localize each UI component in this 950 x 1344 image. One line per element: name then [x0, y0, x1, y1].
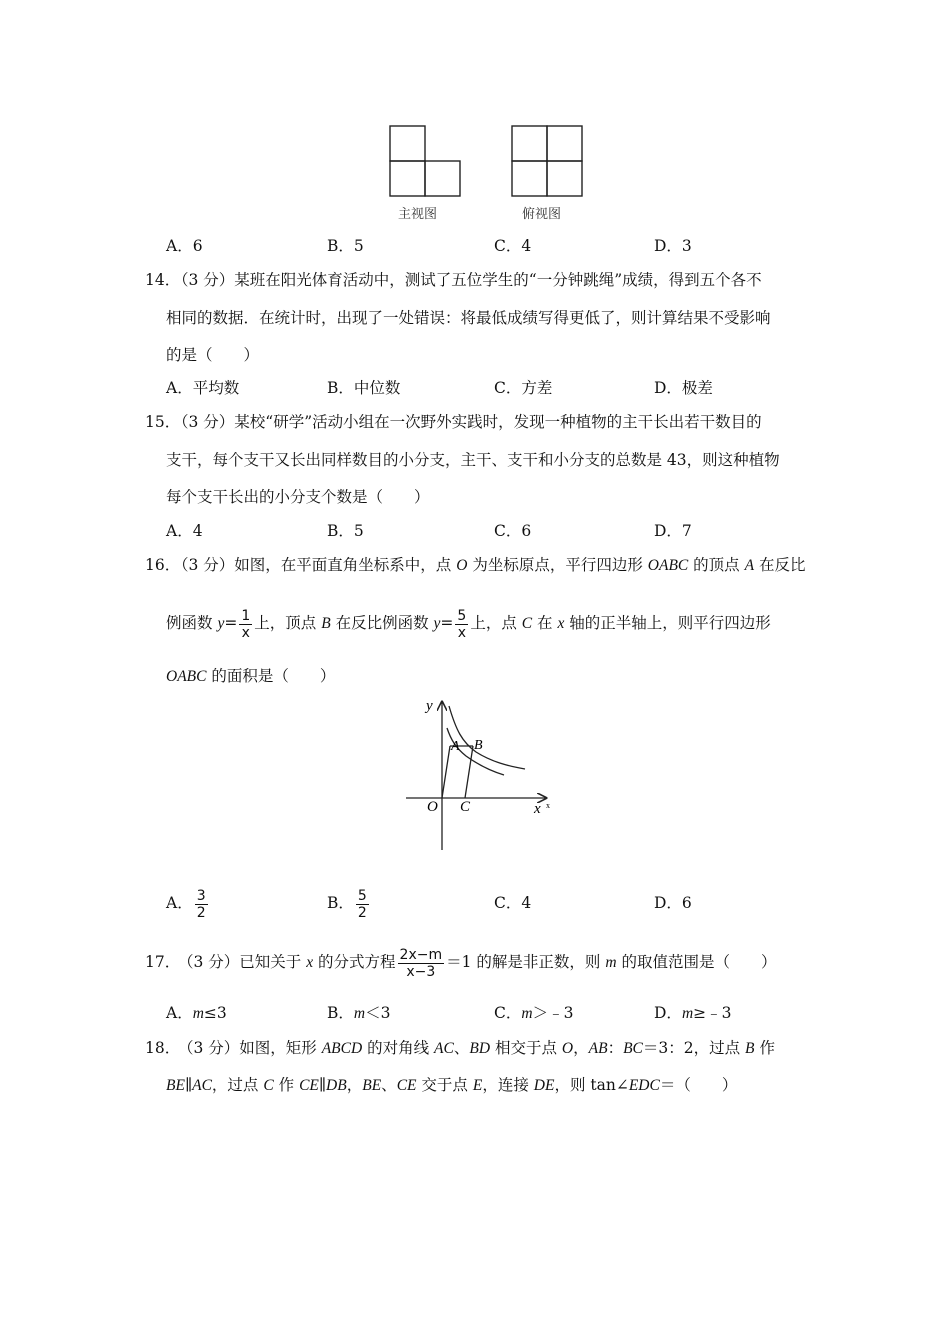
- label-c: C: [460, 799, 471, 815]
- q16-option-a[interactable]: A． $\frac{3}{2}$: [166, 887, 206, 921]
- q16-text-line-2: 例函数 y= $\frac{1}{x}$ 上，顶点 B 在反比例函数 y= $\frac{5}{x}$ 上，点 C 在 x 轴的正半轴上，则平行四边形: [166, 607, 771, 641]
- q18-text-line-2: BE∥AC，过点 C 作 CE∥DB，BE、CE 交于点 E，连接 DE，则 tan∠EDC＝（ ）: [166, 1076, 738, 1094]
- q18-number: 18．: [145, 1039, 181, 1057]
- q13-option-c[interactable]: C．4: [494, 237, 532, 255]
- q15-text-line-2: 支干，每个支干又长出同样数目的小分支，主干、支干和小分支的总数是 43，则这种植物: [166, 451, 780, 469]
- label-y: y: [426, 698, 433, 714]
- label-x: x: [534, 801, 541, 817]
- q14-option-b[interactable]: B．中位数: [327, 379, 401, 397]
- label-o: O: [427, 799, 438, 815]
- fraction-5-over-2: $\frac{5}{2}$: [357, 887, 367, 921]
- q14-text-line-2: 相同的数据．在统计时，出现了一处错误：将最低成绩写得更低了，则计算结果不受影响: [166, 309, 771, 327]
- q15-number: 15．: [145, 413, 181, 431]
- q13-option-b[interactable]: B．5: [327, 237, 364, 255]
- label-x-sub: x: [546, 801, 550, 810]
- q17-text-line: （3 分）已知关于 x 的分式方程 $\frac{2x-m}{x-3}$ ＝1 的解是非正数，则 m 的取值范围是（ ）: [178, 946, 777, 980]
- q17-option-b[interactable]: B．m＜3: [327, 1004, 391, 1022]
- q14-text-line-3: 的是（ ）: [166, 346, 260, 364]
- q16-option-b[interactable]: B． $\frac{5}{2}$: [327, 887, 367, 921]
- q16-text-line-3: OABC 的面积是（ ）: [166, 667, 336, 685]
- q16-number: 16．: [145, 556, 181, 574]
- q16-option-c[interactable]: C．4: [494, 894, 532, 912]
- front-view-label: 主视图: [398, 207, 438, 222]
- q16-text-line-1: （3 分）如图，在平面直角坐标系中，点 O 为坐标原点，平行四边形 OABC 的顶点 A 在反比: [173, 556, 806, 574]
- q16-coordinate-figure: [400, 694, 560, 854]
- q17-option-c[interactable]: C．m＞﹣3: [494, 1004, 574, 1022]
- fraction-5-over-x: $\frac{5}{x}$: [457, 607, 467, 641]
- q17-option-a[interactable]: A．m≤3: [166, 1004, 227, 1022]
- q13-option-d[interactable]: D．3: [654, 237, 692, 255]
- q15-text-line-1: （3 分）某校“研学”活动小组在一次野外实践时，发现一种植物的主干长出若干数目的: [173, 413, 762, 431]
- q15-option-d[interactable]: D．7: [654, 522, 692, 540]
- curve-y-5-over-x: [449, 706, 525, 769]
- q18-text-line-1: （3 分）如图，矩形 ABCD 的对角线 AC、BD 相交于点 O，AB：BC＝3：2，过点 B 作: [178, 1039, 775, 1057]
- fraction-2x-m-over-x-3: $\frac{2x-m}{x-3}$: [399, 946, 443, 980]
- q17-number: 17．: [145, 953, 181, 971]
- q14-option-c[interactable]: C．方差: [494, 379, 553, 397]
- q14-number: 14．: [145, 271, 181, 289]
- q14-option-d[interactable]: D．极差: [654, 379, 713, 397]
- q15-option-a[interactable]: A．4: [166, 522, 203, 540]
- fraction-3-over-2: $\frac{3}{2}$: [196, 887, 206, 921]
- q15-option-b[interactable]: B．5: [327, 522, 364, 540]
- q15-option-c[interactable]: C．6: [494, 522, 532, 540]
- label-a: A: [451, 739, 460, 754]
- q16-option-d[interactable]: D．6: [654, 894, 692, 912]
- label-b: B: [474, 738, 483, 753]
- top-view: [512, 126, 582, 196]
- front-view: [390, 126, 460, 196]
- q15-text-line-3: 每个支干长出的小分支个数是（ ）: [166, 488, 430, 506]
- top-view-label: 俯视图: [522, 207, 562, 222]
- q17-option-d[interactable]: D．m≥﹣3: [654, 1004, 732, 1022]
- q14-text-line-1: （3 分）某班在阳光体育活动中，测试了五位学生的“一分钟跳绳”成绩，得到五个各不: [173, 271, 762, 289]
- fraction-1-over-x: $\frac{1}{x}$: [241, 607, 251, 641]
- q14-option-a[interactable]: A．平均数: [166, 379, 240, 397]
- q13-option-a[interactable]: A．6: [166, 237, 203, 255]
